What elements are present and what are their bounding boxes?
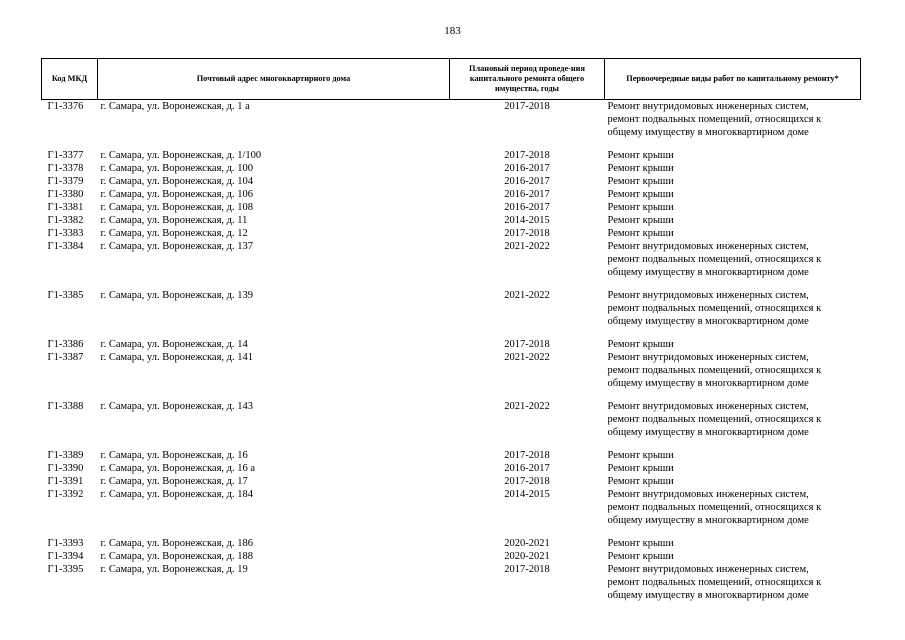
works-line: общему имуществу в многоквартирном доме	[607, 267, 809, 278]
table-row	[42, 449, 861, 462]
works-cell	[605, 338, 861, 351]
table-row	[42, 338, 861, 351]
works-line: Ремонт крыши	[607, 339, 674, 350]
works-cell	[605, 351, 861, 390]
period-cell: 2021-2022	[504, 290, 550, 301]
addr-cell: г. Самара, ул. Воронежская, д. 141	[100, 352, 253, 363]
addr-cell: г. Самара, ул. Воронежская, д. 108	[100, 202, 253, 213]
table-row	[42, 462, 861, 475]
row-spacer	[42, 439, 861, 449]
works-cell	[605, 400, 861, 439]
code-cell: Г1-3383	[47, 228, 84, 239]
period-cell: 2014-2015	[504, 215, 550, 226]
period-cell: 2016-2017	[504, 176, 550, 187]
code-cell: Г1-3377	[47, 150, 84, 161]
addr-cell: г. Самара, ул. Воронежская, д. 184	[100, 489, 253, 500]
code-cell: Г1-3395	[47, 564, 84, 575]
row-spacer-cell	[42, 139, 861, 149]
table-row	[42, 175, 861, 188]
works-line: Ремонт крыши	[607, 176, 674, 187]
header-period: Плановый период проведе-ния капитального ремонта общего имущества, годы	[450, 59, 605, 100]
table-row	[42, 227, 861, 240]
works-line: Ремонт внутридомовых инженерных систем,	[607, 241, 809, 252]
works-cell	[605, 563, 861, 602]
addr-cell: г. Самара, ул. Воронежская, д. 106	[100, 189, 253, 200]
works-cell	[605, 100, 861, 140]
table-row	[42, 563, 861, 602]
code-cell: Г1-3393	[47, 538, 84, 549]
works-line: Ремонт крыши	[607, 551, 674, 562]
works-line: ремонт подвальных помещений, относящихся к	[607, 365, 822, 376]
period-cell: 2016-2017	[504, 163, 550, 174]
table-row	[42, 162, 861, 175]
works-cell	[605, 240, 861, 279]
code-cell: Г1-3387	[47, 352, 84, 363]
code-cell: Г1-3390	[47, 463, 84, 474]
table-row	[42, 351, 861, 390]
works-cell	[605, 449, 861, 462]
table-row	[42, 214, 861, 227]
table-row	[42, 100, 861, 140]
works-line: Ремонт крыши	[607, 476, 674, 487]
works-cell	[605, 227, 861, 240]
row-spacer	[42, 139, 861, 149]
addr-cell: г. Самара, ул. Воронежская, д. 14	[100, 339, 248, 350]
works-line: Ремонт внутридомовых инженерных систем,	[607, 290, 809, 301]
addr-cell: г. Самара, ул. Воронежская, д. 100	[100, 163, 253, 174]
works-line: общему имуществу в многоквартирном доме	[607, 515, 809, 526]
addr-cell: г. Самара, ул. Воронежская, д. 19	[100, 564, 248, 575]
addr-cell: г. Самара, ул. Воронежская, д. 17	[100, 476, 248, 487]
table-row	[42, 488, 861, 527]
period-cell: 2017-2018	[504, 450, 550, 461]
table-header-row	[42, 59, 861, 100]
works-line: ремонт подвальных помещений, относящихся к	[607, 502, 822, 513]
works-line: Ремонт крыши	[607, 163, 674, 174]
works-line: Ремонт крыши	[607, 228, 674, 239]
period-cell: 2016-2017	[504, 463, 550, 474]
row-spacer	[42, 527, 861, 537]
works-cell	[605, 188, 861, 201]
works-cell	[605, 488, 861, 527]
period-cell: 2014-2015	[504, 489, 550, 500]
works-cell	[605, 289, 861, 328]
period-cell: 2021-2022	[504, 241, 550, 252]
works-line: ремонт подвальных помещений, относящихся к	[607, 114, 822, 125]
addr-cell: г. Самара, ул. Воронежская, д. 1 а	[100, 101, 250, 112]
addr-cell: г. Самара, ул. Воронежская, д. 137	[100, 241, 253, 252]
code-cell: Г1-3391	[47, 476, 84, 487]
works-line: Ремонт внутридомовых инженерных систем,	[607, 564, 809, 575]
table-row	[42, 537, 861, 550]
code-cell: Г1-3385	[47, 290, 84, 301]
works-line: Ремонт внутридомовых инженерных систем,	[607, 101, 809, 112]
works-line: Ремонт крыши	[607, 463, 674, 474]
header-address: Почтовый адрес многоквартирного дома	[98, 59, 450, 100]
table-row	[42, 149, 861, 162]
works-line: ремонт подвальных помещений, относящихся к	[607, 414, 822, 425]
period-cell: 2020-2021	[504, 538, 550, 549]
works-line: Ремонт внутридомовых инженерных систем,	[607, 401, 809, 412]
period-cell: 2020-2021	[504, 551, 550, 562]
addr-cell: г. Самара, ул. Воронежская, д. 1/100	[100, 150, 262, 161]
addr-cell: г. Самара, ул. Воронежская, д. 16 а	[100, 463, 256, 474]
addr-cell: г. Самара, ул. Воронежская, д. 104	[100, 176, 253, 187]
page-number: 183	[444, 25, 461, 37]
works-line: ремонт подвальных помещений, относящихся к	[607, 577, 822, 588]
works-line: Ремонт крыши	[607, 150, 674, 161]
code-cell: Г1-3388	[47, 401, 84, 412]
works-cell	[605, 462, 861, 475]
code-cell: Г1-3384	[47, 241, 84, 252]
works-cell	[605, 550, 861, 563]
capital-repair-table	[41, 58, 861, 602]
addr-cell: г. Самара, ул. Воронежская, д. 16	[100, 450, 248, 461]
code-cell: Г1-3394	[47, 551, 84, 562]
works-line: Ремонт крыши	[607, 215, 674, 226]
addr-cell: г. Самара, ул. Воронежская, д. 188	[100, 551, 253, 562]
works-line: общему имуществу в многоквартирном доме	[607, 378, 809, 389]
works-line: Ремонт крыши	[607, 202, 674, 213]
addr-cell: г. Самара, ул. Воронежская, д. 139	[100, 290, 253, 301]
table-body	[42, 100, 861, 603]
works-cell	[605, 149, 861, 162]
header-code: Код МКД	[42, 59, 98, 100]
code-cell: Г1-3389	[47, 450, 84, 461]
period-cell: 2017-2018	[504, 228, 550, 239]
works-line: Ремонт внутридомовых инженерных систем,	[607, 489, 809, 500]
code-cell: Г1-3382	[47, 215, 84, 226]
period-cell: 2021-2022	[504, 352, 550, 363]
code-cell: Г1-3392	[47, 489, 84, 500]
row-spacer-cell	[42, 390, 861, 400]
row-spacer-cell	[42, 328, 861, 338]
period-cell: 2017-2018	[504, 564, 550, 575]
table-row	[42, 201, 861, 214]
works-line: Ремонт внутридомовых инженерных систем,	[607, 352, 809, 363]
period-cell: 2021-2022	[504, 401, 550, 412]
table-row	[42, 550, 861, 563]
addr-cell: г. Самара, ул. Воронежская, д. 186	[100, 538, 253, 549]
code-cell: Г1-3381	[47, 202, 84, 213]
works-line: общему имуществу в многоквартирном доме	[607, 590, 809, 601]
addr-cell: г. Самара, ул. Воронежская, д. 12	[100, 228, 248, 239]
period-cell: 2017-2018	[504, 476, 550, 487]
works-line: ремонт подвальных помещений, относящихся к	[607, 254, 822, 265]
addr-cell: г. Самара, ул. Воронежская, д. 11	[100, 215, 248, 226]
code-cell: Г1-3376	[47, 101, 84, 112]
table-row	[42, 240, 861, 279]
table-row	[42, 475, 861, 488]
works-line: Ремонт крыши	[607, 189, 674, 200]
table-row	[42, 400, 861, 439]
row-spacer-cell	[42, 439, 861, 449]
period-cell: 2016-2017	[504, 189, 550, 200]
works-line: ремонт подвальных помещений, относящихся к	[607, 303, 822, 314]
works-line: общему имуществу в многоквартирном доме	[607, 427, 809, 438]
period-cell: 2017-2018	[504, 339, 550, 350]
works-line: Ремонт крыши	[607, 450, 674, 461]
works-line: общему имуществу в многоквартирном доме	[607, 316, 809, 327]
code-cell: Г1-3379	[47, 176, 84, 187]
works-cell	[605, 475, 861, 488]
table-row	[42, 289, 861, 328]
code-cell: Г1-3380	[47, 189, 84, 200]
addr-cell: г. Самара, ул. Воронежская, д. 143	[100, 401, 253, 412]
works-line: общему имуществу в многоквартирном доме	[607, 127, 809, 138]
works-cell	[605, 537, 861, 550]
works-cell	[605, 175, 861, 188]
period-cell: 2017-2018	[504, 101, 550, 112]
row-spacer	[42, 328, 861, 338]
works-cell	[605, 201, 861, 214]
works-cell	[605, 214, 861, 227]
works-cell	[605, 162, 861, 175]
code-cell: Г1-3378	[47, 163, 84, 174]
code-cell: Г1-3386	[47, 339, 84, 350]
header-works: Первоочередные виды работ по капитальному ремонту*	[605, 59, 861, 100]
period-cell: 2016-2017	[504, 202, 550, 213]
works-line: Ремонт крыши	[607, 538, 674, 549]
row-spacer	[42, 279, 861, 289]
row-spacer-cell	[42, 527, 861, 537]
row-spacer	[42, 390, 861, 400]
period-cell: 2017-2018	[504, 150, 550, 161]
row-spacer-cell	[42, 279, 861, 289]
table-row	[42, 188, 861, 201]
